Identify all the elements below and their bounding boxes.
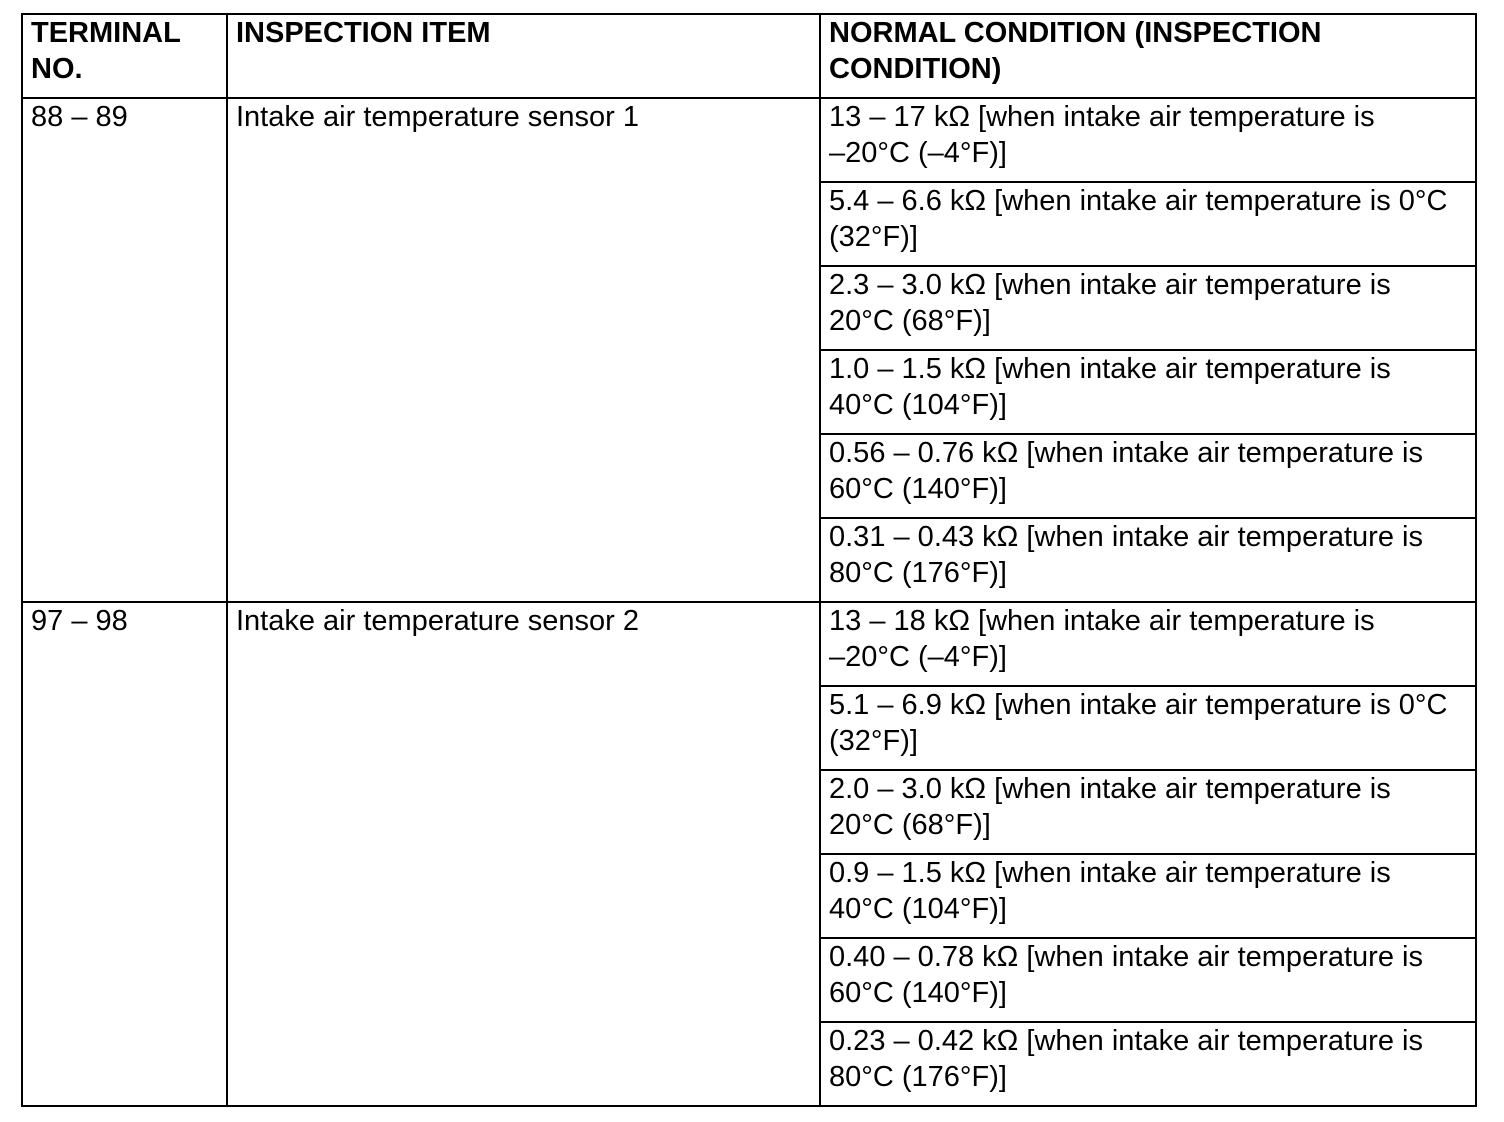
condition-line: 5.1 – 6.9 kΩ [when intake air temperature is 0°C bbox=[829, 689, 1448, 721]
header-row bbox=[22, 14, 1476, 98]
condition-line: 0.40 – 0.78 kΩ [when intake air temperature is bbox=[829, 941, 1423, 973]
condition-line: 20°C (68°F)] bbox=[829, 305, 991, 337]
condition-line: 2.3 – 3.0 kΩ [when intake air temperature is bbox=[829, 269, 1391, 301]
normal-condition-cell bbox=[820, 98, 1476, 182]
normal-condition-cell bbox=[820, 518, 1476, 602]
condition-line: 40°C (104°F)] bbox=[829, 893, 1007, 925]
condition-line: 13 – 17 kΩ [when intake air temperature is bbox=[829, 101, 1375, 133]
normal-condition-cell bbox=[820, 602, 1476, 686]
normal-condition-cell bbox=[820, 770, 1476, 854]
condition-line: 80°C (176°F)] bbox=[829, 557, 1007, 589]
condition-line: (32°F)] bbox=[829, 221, 918, 253]
condition-line: 80°C (176°F)] bbox=[829, 1061, 1007, 1093]
normal-condition-cell bbox=[820, 686, 1476, 770]
condition-line: –20°C (–4°F)] bbox=[829, 137, 1007, 169]
normal-condition-cell bbox=[820, 350, 1476, 434]
condition-line: 60°C (140°F)] bbox=[829, 473, 1007, 505]
terminal-no-cell: 88 – 89 bbox=[22, 98, 227, 602]
normal-condition-cell bbox=[820, 182, 1476, 266]
inspection-table bbox=[21, 13, 1477, 1107]
condition-line: 5.4 – 6.6 kΩ [when intake air temperature is 0°C bbox=[829, 185, 1448, 217]
normal-condition-cell bbox=[820, 1022, 1476, 1106]
condition-line: 0.23 – 0.42 kΩ [when intake air temperature is bbox=[829, 1025, 1423, 1057]
table-row bbox=[22, 602, 1476, 686]
condition-line: 0.9 – 1.5 kΩ [when intake air temperature is bbox=[829, 857, 1391, 889]
normal-condition-cell bbox=[820, 938, 1476, 1022]
condition-line: 13 – 18 kΩ [when intake air temperature is bbox=[829, 605, 1375, 637]
condition-line: 0.31 – 0.43 kΩ [when intake air temperature is bbox=[829, 521, 1423, 553]
condition-line: (32°F)] bbox=[829, 725, 918, 757]
condition-line: 0.56 – 0.76 kΩ [when intake air temperature is bbox=[829, 437, 1423, 469]
condition-line: 1.0 – 1.5 kΩ [when intake air temperature is bbox=[829, 353, 1391, 385]
header-normal-condition: NORMAL CONDITION (INSPECTION CONDITION) bbox=[820, 14, 1476, 98]
table-row bbox=[22, 98, 1476, 182]
inspection-item-cell: Intake air temperature sensor 2 bbox=[227, 602, 820, 1106]
normal-condition-cell bbox=[820, 434, 1476, 518]
header-terminal-no: TERMINAL NO. bbox=[22, 14, 227, 98]
condition-line: –20°C (–4°F)] bbox=[829, 641, 1007, 673]
inspection-item-cell: Intake air temperature sensor 1 bbox=[227, 98, 820, 602]
header-inspection-item: INSPECTION ITEM bbox=[227, 14, 820, 98]
condition-line: 2.0 – 3.0 kΩ [when intake air temperature is bbox=[829, 773, 1391, 805]
condition-line: 60°C (140°F)] bbox=[829, 977, 1007, 1009]
terminal-no-cell: 97 – 98 bbox=[22, 602, 227, 1106]
condition-line: 40°C (104°F)] bbox=[829, 389, 1007, 421]
normal-condition-cell bbox=[820, 854, 1476, 938]
normal-condition-cell bbox=[820, 266, 1476, 350]
condition-line: 20°C (68°F)] bbox=[829, 809, 991, 841]
